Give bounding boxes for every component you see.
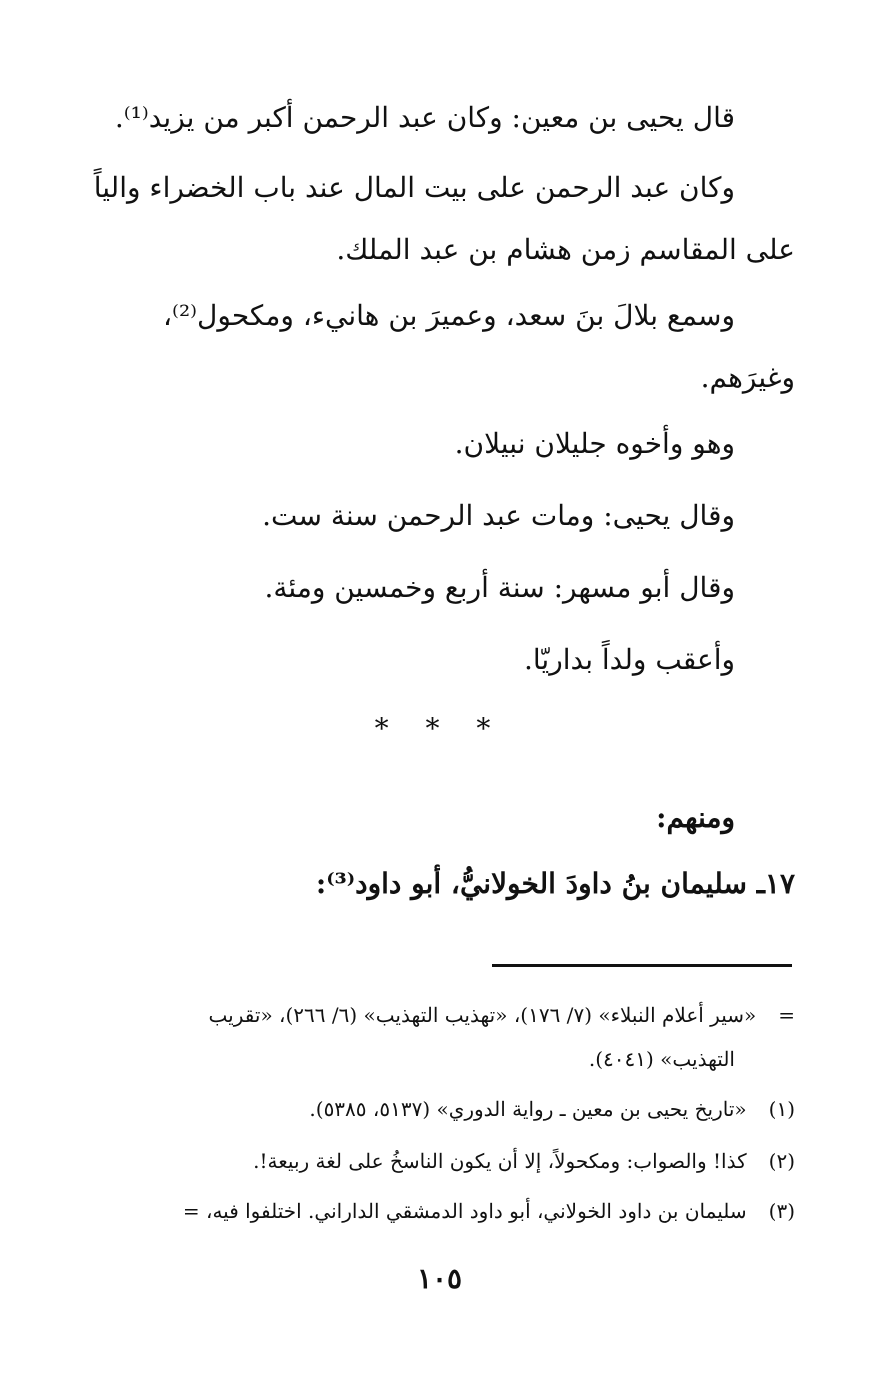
footnote-text: «سير أعلام النبلاء» (٧/ ١٧٦)، «تهذيب التهذيب» (٦/ ٢٦٦)، «تقريب — [208, 1003, 757, 1027]
footnote-continuation — [209, 1000, 795, 1030]
footnote-number: (٢) — [768, 1149, 795, 1173]
body-line: قال يحيى بن معين: وكان عبد الرحمن أكبر من يزيد⁽¹⁾. — [114, 101, 735, 134]
footnote-rule — [492, 964, 792, 967]
body-line: وغيرَهم. — [700, 361, 795, 394]
continuation-marker: = — [778, 1003, 795, 1027]
section-intro: ومنهم: — [656, 801, 735, 834]
body-line: وسمع بلالَ بنَ سعد، وعميرَ بن هانيء، ومكحول⁽²⁾، — [163, 299, 735, 332]
footnote-2 — [253, 1146, 795, 1176]
body-line: وقال يحيى: ومات عبد الرحمن سنة ست. — [262, 499, 735, 532]
body-line: على المقاسم زمن هشام بن عبد الملك. — [336, 233, 795, 266]
footnote-number: (١) — [768, 1097, 795, 1121]
footnote-text: كذا! والصواب: ومكحولاً، إلا أن يكون الناسخُ على لغة ربيعة!. — [253, 1149, 747, 1173]
footnote-text: سليمان بن داود الخولاني، أبو داود الدمشقي الداراني. اختلفوا فيه، = — [182, 1199, 747, 1223]
section-separator: * * * — [374, 712, 505, 745]
body-line: وكان عبد الرحمن على بيت المال عند باب الخضراء والياً — [93, 171, 735, 204]
footnote-1 — [309, 1094, 795, 1124]
footnote-3 — [183, 1196, 795, 1226]
body-line: وأعقب ولداً بداريّا. — [523, 643, 735, 676]
body-line: وقال أبو مسهر: سنة أربع وخمسين ومئة. — [264, 571, 735, 604]
footnote-continuation: التهذيب» (٤٠٤١). — [588, 1047, 735, 1071]
body-line: وهو وأخوه جليلان نبيلان. — [454, 427, 735, 460]
footnote-number: (٣) — [768, 1199, 795, 1223]
entry-heading: ١٧ـ سليمان بنُ داودَ الخولانيُّ، أبو داود⁽³⁾: — [315, 867, 795, 900]
page-number: ١٠٥ — [416, 1262, 463, 1295]
footnote-text: «تاريخ يحيى بن معين ـ رواية الدوري» (٥١٣٧، ٥٣٨٥). — [309, 1097, 747, 1121]
